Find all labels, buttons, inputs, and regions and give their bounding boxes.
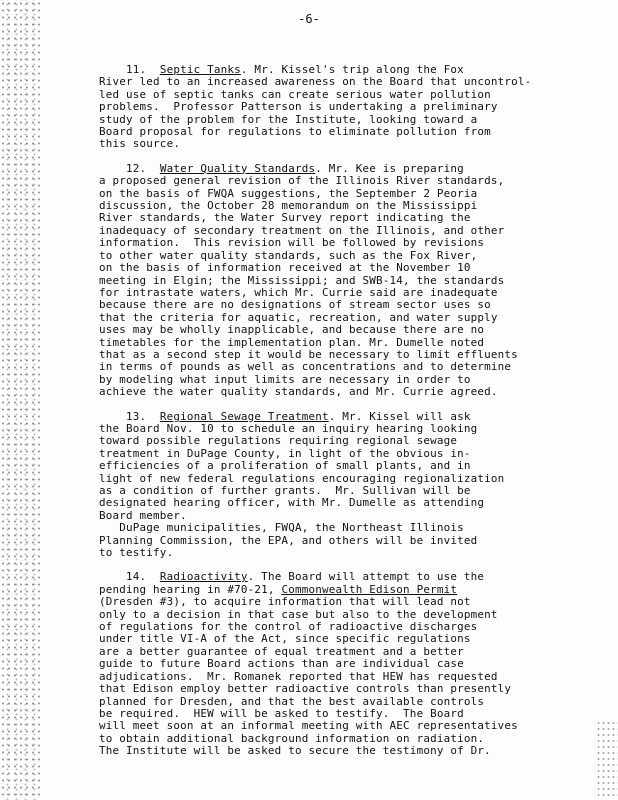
paragraph-line: adjudications. Mr. Romanek reported that HEW has requested: [99, 669, 498, 683]
paragraph-line: Board proposal for regulations to eliminate pollution from: [99, 125, 491, 139]
paragraph-heading: Water Quality Standards: [159, 161, 316, 175]
paragraph-line: this source.: [99, 137, 181, 151]
paragraph-regional-sewage-treatment: [99, 411, 559, 560]
page-number: -6-: [298, 12, 320, 26]
paragraph-line: by modeling what input limits are necessary in order to: [99, 372, 471, 386]
paragraph-line: that as a second step it would be necessary to limit effluents: [99, 347, 518, 361]
paragraph-line: will meet soon at an informal meeting with AEC representatives: [99, 719, 518, 733]
paragraph-heading: Radioactivity: [159, 570, 248, 584]
paragraph-line: to other water quality standards, such as the Fox River,: [99, 248, 478, 262]
paragraph-line: are a better guarantee of equal treatment and a better: [99, 644, 464, 658]
paragraph-line: of regulations for the control of radioactive discharges: [99, 620, 478, 634]
paragraph-line: pending hearing in #70-21,: [99, 582, 282, 596]
paragraph-line: information. This revision will be followed by revisions: [99, 236, 485, 250]
scan-noise-left: [0, 0, 40, 800]
paragraph-line: . Mr. Kee is preparing: [315, 161, 464, 175]
paragraph-line: guide to future Board actions than are individual case: [99, 657, 464, 671]
paragraph-line: led use of septic tanks can create serious water pollution: [99, 87, 491, 101]
paragraph-line: to obtain additional background information on radiation.: [99, 731, 485, 745]
paragraph-line: Planning Commission, the EPA, and others will be invited: [99, 533, 478, 547]
paragraph-line: . Mr. Kissel's trip along the Fox: [240, 63, 464, 76]
paragraph-line: achieve the water quality standards, and Mr. Currie agreed.: [99, 385, 498, 399]
paragraph-line: problems. Professor Patterson is undertaking a preliminary: [99, 100, 498, 114]
paragraph-line: on the basis of information received at the November 10: [99, 261, 471, 275]
paragraph-line: River led to an increased awareness on the Board that uncontrol-: [99, 75, 532, 89]
paragraph-line: a proposed general revision of the Illinois River standards,: [99, 174, 505, 188]
paragraph-line: for intrastate waters, which Mr. Currie said are inadequate: [99, 285, 498, 299]
paragraph-septic-tanks: [99, 64, 559, 151]
paragraph-number: 13.: [126, 409, 147, 423]
paragraph-line: because there are no designations of stream sector uses so: [99, 298, 491, 312]
case-title: Commonwealth Edison Permit: [281, 582, 458, 596]
paragraph-radioactivity: [99, 571, 559, 757]
paragraph-line: toward possible regulations requiring regional sewage: [99, 434, 458, 448]
paragraph-number: 12.: [126, 161, 147, 175]
scan-noise-corner: [596, 720, 618, 800]
paragraph-number: 14.: [126, 570, 147, 584]
paragraph-line: the Board Nov. 10 to schedule an inquiry hearing looking: [99, 421, 478, 435]
paragraph-line: study of the problem for the Institute, looking toward a: [99, 112, 478, 126]
paragraph-line: in terms of pounds as well as concentrations and to determine: [99, 360, 512, 374]
paragraph-heading: Regional Sewage Treatment: [159, 409, 329, 423]
paragraph-heading: Septic Tanks: [159, 63, 241, 76]
paragraph-line: (Dresden #3), to acquire information that will lead not: [99, 595, 471, 609]
paragraph-line: that Edison employ better radioactive controls than presently: [99, 682, 512, 696]
paragraph-number: 11.: [126, 63, 147, 76]
paragraph-line: . The Board will attempt to use the: [247, 570, 485, 584]
paragraph-line: inadequacy of secondary treatment on the Illinois, and other: [99, 223, 505, 237]
paragraph-line: planned for Dresden, and that the best available controls: [99, 694, 485, 708]
paragraph-line: on the basis of FWQA suggestions, the September 2 Peoria: [99, 186, 478, 200]
paragraph-line: to testify.: [99, 546, 174, 560]
paragraph-line: River standards, the Water Survey report indicating the: [99, 211, 471, 225]
paragraph-line: DuPage municipalities, FWQA, the Northeast Illinois: [99, 521, 464, 535]
paragraph-line: under title VI-A of the Act, since specific regulations: [99, 632, 471, 646]
paragraph-line: light of new federal regulations encouraging regionalization: [99, 471, 505, 485]
document-body: [99, 64, 559, 758]
paragraph-line: discussion, the October 28 memorandum on the Mississippi: [99, 199, 478, 213]
paragraph-line: timetables for the implementation plan. Mr. Dumelle noted: [99, 335, 485, 349]
paragraph-line: as a condition of further grants. Mr. Sullivan will be: [99, 484, 471, 497]
paragraph-line: that the criteria for aquatic, recreation, and water supply: [99, 310, 498, 324]
paragraph-line: Board member.: [99, 508, 187, 522]
paragraph-line: designated hearing officer, with Mr. Dumelle as attending: [99, 496, 485, 510]
paragraph-line: meeting in Elgin; the Mississippi; and SWB-14, the standards: [99, 273, 505, 287]
paragraph-line: treatment in DuPage County, in light of the obvious in-: [99, 446, 471, 460]
paragraph-line: efficiencies of a proliferation of small plants, and in: [99, 459, 471, 473]
paragraph-line: be required. HEW will be asked to testify. The Board: [99, 706, 464, 720]
paragraph-line: only to a decision in that case but also to the development: [99, 607, 498, 621]
paragraph-line: . Mr. Kissel will ask: [328, 409, 471, 423]
paragraph-line: The Institute will be asked to secure the testimony of Dr.: [99, 744, 491, 758]
paragraph-water-quality-standards: [99, 163, 559, 399]
paragraph-line: uses may be wholly inapplicable, and because there are no: [99, 323, 485, 337]
